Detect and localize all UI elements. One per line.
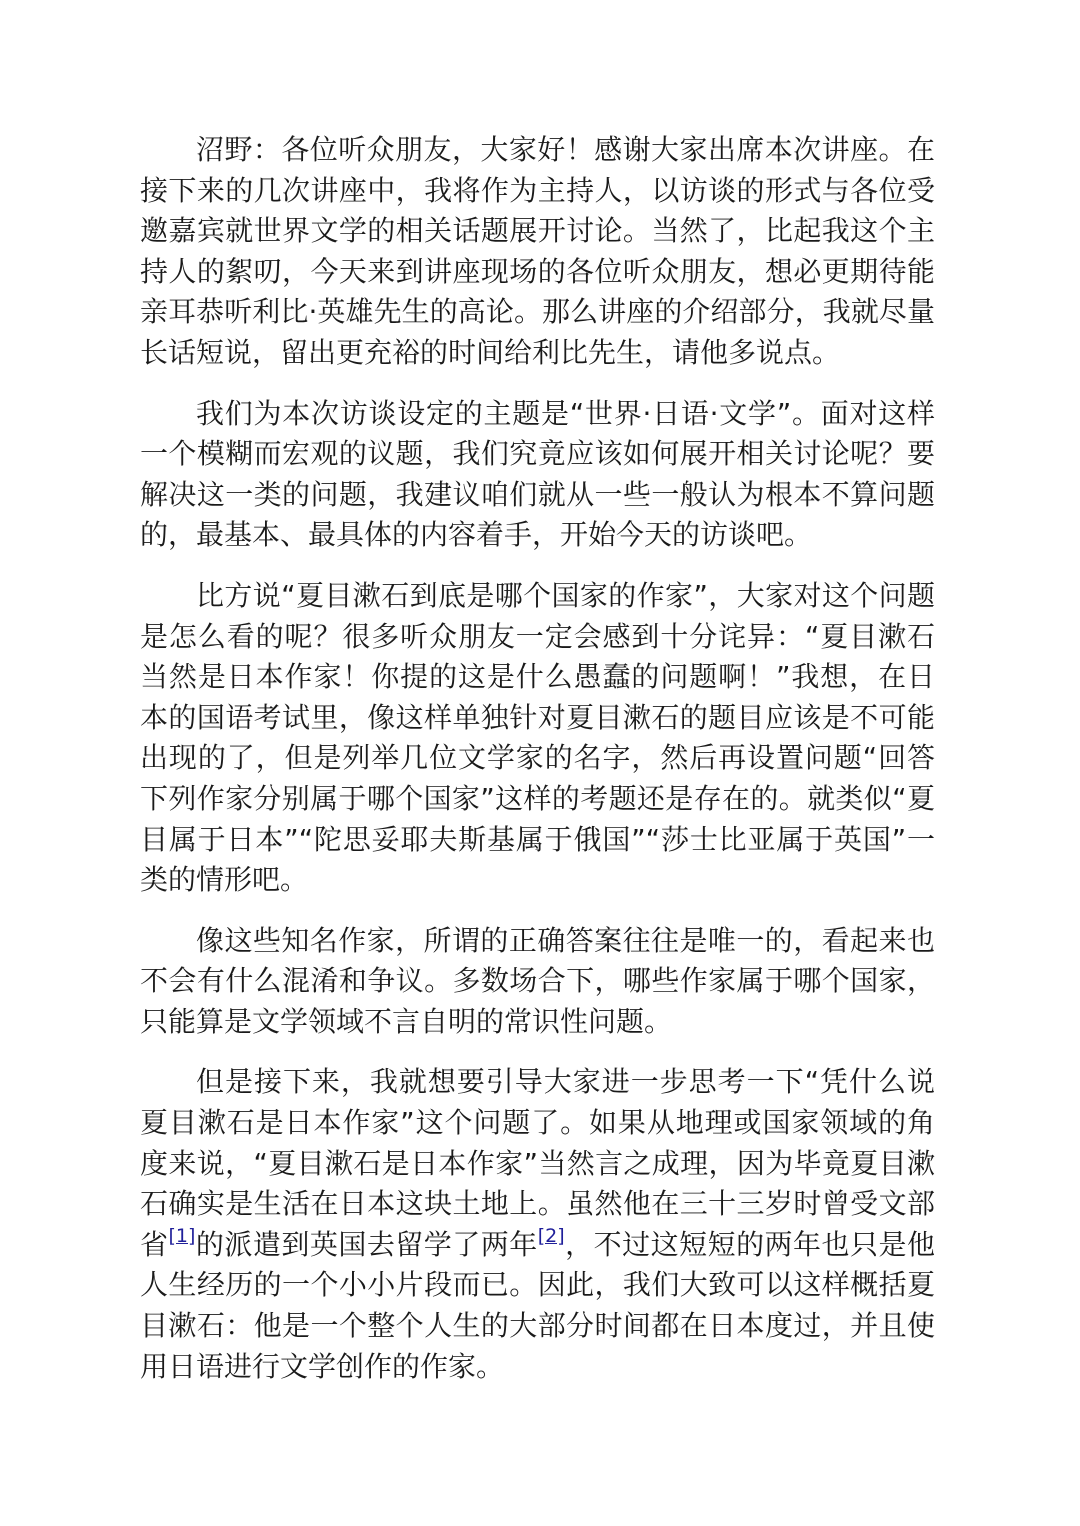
paragraph-4: 像这些知名作家，所谓的正确答案往往是唯一的，看起来也不会有什么混淆和争议。多数场合下，哪些作家属于哪个国家，只能算是文学领域不言自明的常识性问题。 — [140, 923, 935, 1038]
paragraph-5 — [140, 1062, 935, 1387]
paragraph-5-text-c: ，不过这短短的两年也只是他人生经历的一个小小片段而已。因此，我们大致可以这样概括夏目漱石：他是一个整个人生的大部分时间都在日本度过，并且使用日语进行文学创作的作家。 — [140, 1227, 935, 1383]
document-body — [140, 130, 935, 1407]
footnote-link-2[interactable]: [2] — [537, 1224, 565, 1247]
paragraph-5-text-b: 的派遣到英国去留学了两年 — [195, 1227, 538, 1261]
paragraph-2: 我们为本次访谈设定的主题是“世界·日语·文学”。面对这样一个模糊而宏观的议题，我们究竟应该如何展开相关讨论呢？要解决这一类的问题，我建议咱们就从一些一般认为根本不算问题的，最基本、最具体的内容着手，开始今天的访谈吧。 — [140, 396, 935, 552]
footnote-link-1[interactable]: [1] — [168, 1224, 196, 1247]
paragraph-3: 比方说“夏目漱石到底是哪个国家的作家”，大家对这个问题是怎么看的呢？很多听众朋友一定会感到十分诧异：“夏目漱石当然是日本作家！你提的这是什么愚蠢的问题啊！”我想，在日本的国语考试里，像这样单独针对夏目漱石的题目应该是不可能出现的了，但是列举几位文学家的名字，然后再设置问题“回答下列作家分别属于哪个国家”这样的考题还是存在的。就类似“夏目属于日本”“陀思妥耶夫斯基属于俄国”“莎士比亚属于英国”一类的情形吧。 — [140, 578, 935, 897]
paragraph-1: 沼野：各位听众朋友，大家好！感谢大家出席本次讲座。在接下来的几次讲座中，我将作为主持人，以访谈的形式与各位受邀嘉宾就世界文学的相关话题展开讨论。当然了，比起我这个主持人的絮叨，今天来到讲座现场的各位听众朋友，想必更期待能亲耳恭听利比·英雄先生的高论。那么讲座的介绍部分，我就尽量长话短说，留出更充裕的时间给利比先生，请他多说点。 — [140, 133, 935, 369]
paragraph-5-text-a: 但是接下来，我就想要引导大家进一步思考一下“凭什么说夏目漱石是日本作家”这个问题了。如果从地理或国家领域的角度来说，“夏目漱石是日本作家”当然言之成理，因为毕竟夏目漱石确实是生活在日本这块土地上。虽然他在三十三岁时曾受文部省 — [140, 1065, 935, 1261]
